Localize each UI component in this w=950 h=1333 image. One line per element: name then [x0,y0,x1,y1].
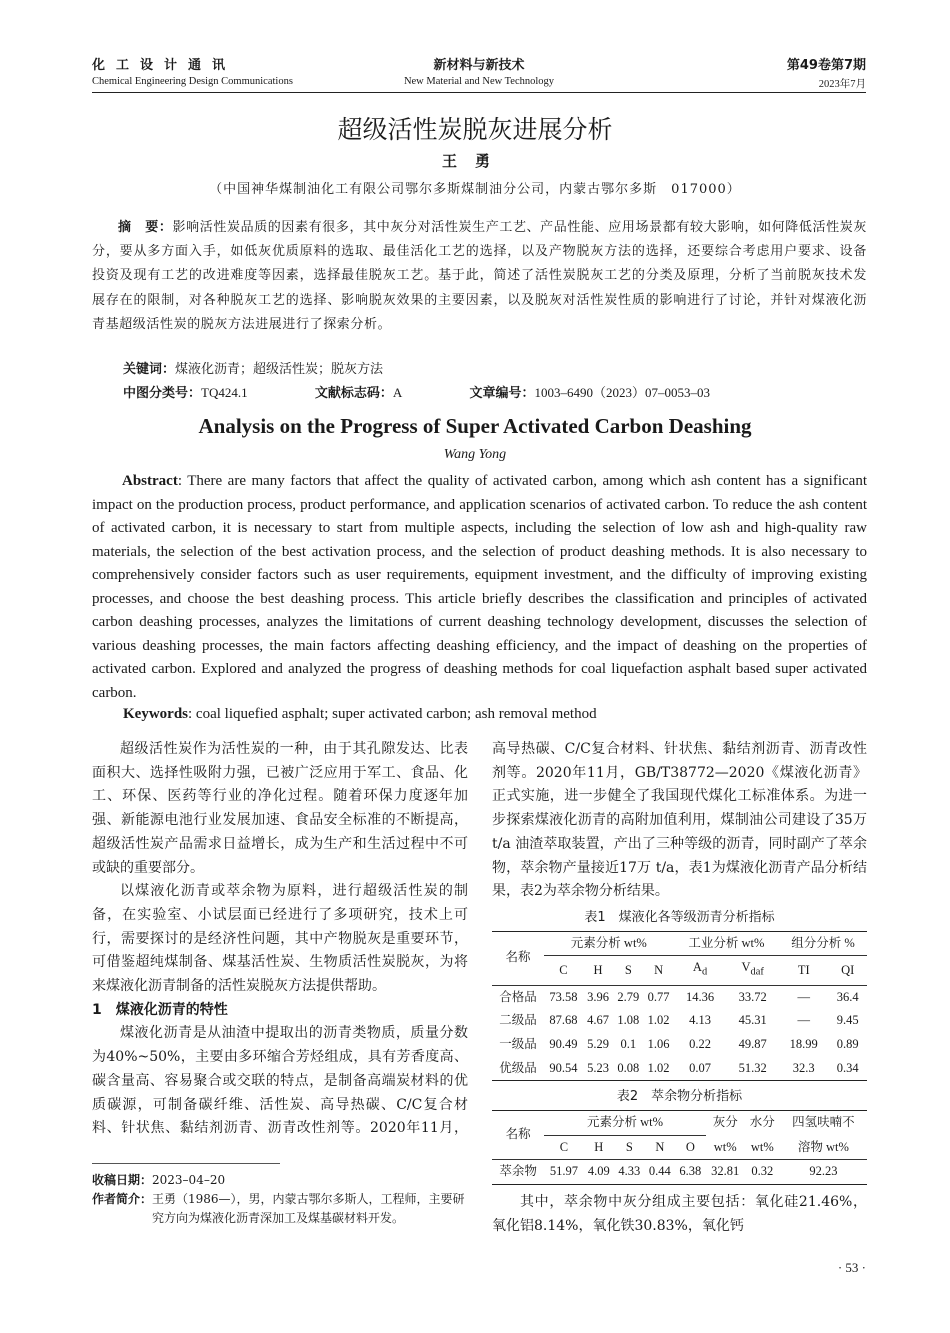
table1-sub-v: V [741,960,751,975]
table1-sub-s: S [624,962,632,977]
table1-header-elem: 元素分析 wt% [544,931,674,956]
header-section [92,54,866,87]
table2-header-water: 水分 [749,1115,775,1130]
page-number: · 53 · [837,1260,866,1275]
table2-sub-o: O [685,1139,695,1154]
table-cell: 1.02 [647,1060,670,1075]
table-cell: 18.99 [789,1036,818,1051]
table-cell: 合格品 [499,989,537,1004]
table-cell: 4.09 [587,1164,610,1179]
doc-code-value: A [392,385,403,400]
section-heading: 1 煤液化沥青的特性 [92,1001,228,1018]
received-label: 收稿日期： [92,1173,153,1187]
table-cell: — [797,1013,810,1028]
doc-code [315,385,434,400]
table2-header-thf: 四氢呋喃不 [792,1115,855,1130]
keywords-en-text: : coal liquefied asphalt; super activated carbon; ash removal method [188,706,597,722]
doc-code-label: 文献标志码： [314,386,393,401]
table-cell: 0.34 [836,1060,859,1075]
bio-text: 王勇（1986—），男，内蒙古鄂尔多斯人，工程师，主要研究方向为煤液化沥青深加工及煤基碳材料开发。 [152,1192,465,1225]
table-cell: 32.3 [792,1060,815,1075]
author-name-en: Wang Yong [443,447,507,462]
table-cell: 0.08 [617,1060,640,1075]
table-cell: 45.31 [738,1013,767,1028]
table-cell: 92.23 [809,1164,838,1179]
table-cell: 优级品 [499,1060,537,1075]
table1-caption: 表1 煤液化各等级沥青分析指标 [584,909,775,925]
footnote-rule [92,1163,280,1164]
section-name-cn: 新材料与新技术 [433,58,525,73]
paper-title-en: Analysis on the Progress of Super Activated Carbon Deashing [198,414,752,438]
clc-value: TQ424.1 [201,385,248,400]
keywords-cn [123,358,383,377]
body-paragraph-continued: 高导热碳、C/C复合材料、针状焦、黏结剂沥青、沥青改性剂等。2020年11月，GB/T38772—2020《煤液化沥青》正式实施，进一步健全了我国现代煤化工标准体系。为进一步探索煤液化沥青的高附加值利用，煤制油公司建设了35万 t/a 油渣萃取装置，产出了三种等级的沥青，同时副产了萃余物，萃余物产量接近17万 t/a，表1为煤液化沥青产品分析结果，表2为萃余物分析结果。 [492,741,867,900]
running-header [92,54,866,93]
clc [123,385,280,400]
table-cell: 4.33 [618,1164,641,1179]
table-cell: 36.4 [836,989,859,1004]
section-name-en: New Material and New Technology [403,76,555,87]
table1-header-industrial: 工业分析 wt% [674,931,779,956]
table-cell: 3.96 [587,989,609,1004]
table-cell: 1.06 [647,1036,670,1051]
table1-header-name: 名称 [492,931,544,985]
table-cell: 32.81 [711,1164,740,1179]
table-cell: 90.49 [549,1036,578,1051]
table-cell: 33.72 [738,989,767,1004]
bio-label: 作者简介： [92,1192,153,1206]
journal-name-cn: 化工设计通讯 [92,58,237,73]
keywords-cn-text: 煤液化沥青；超级活性炭；脱灰方法 [175,362,384,377]
table1 [492,931,867,1082]
table1-sub-a: A [692,960,702,975]
abstract-en-label: Abstract [122,473,178,489]
body-right-column [492,738,867,1239]
author-name: 王勇 [441,152,508,170]
table-cell: 0.07 [689,1060,711,1075]
table-row [492,985,867,1009]
body-paragraph: 超级活性炭作为活性炭的一种，由于其孔隙发达、比表面积大、选择性吸附力强，已被广泛应用于军工、食品、化工、环保、医药等行业的净化过程。随着环保力度逐年加强、新能源电池行业发展加速、食品安全标准的不断提高，超级活性炭产品需求日益增长，成为生产和生活过程中不可或缺的重要部分。 [92,741,468,876]
table2-sub-c: C [559,1139,569,1154]
received-date: 2023–04–20 [152,1173,226,1187]
table1-sub-h: H [593,962,603,977]
abstract-en [92,470,867,705]
table-cell: 0.77 [647,989,670,1004]
table1-sub-qi: QI [841,962,855,977]
table2-sub-s: S [625,1139,633,1154]
table-cell: 87.68 [549,1013,578,1028]
table1-header-group: 组分分析 % [779,931,867,956]
table1-sub-ti: TI [797,962,810,977]
table-cell: 0.22 [689,1036,711,1051]
table-row [492,1033,867,1057]
table-cell: 1.08 [617,1013,640,1028]
table-row [492,1057,867,1081]
table-cell: 二级品 [499,1013,537,1028]
table-cell: 9.45 [836,1013,859,1028]
keywords-en [123,706,597,723]
body-paragraph: 以煤液化沥青或萃余物为原料，进行超级活性炭的制备，在实验室、小试层面已经进行了多项研究，技术上可行，需要探讨的是经济性问题，其中产物脱灰是重要环节，可借鉴超纯煤制备、煤基活性炭、生物质活性炭脱灰，为将来煤液化沥青制备的活性炭脱灰方法提供帮助。 [92,883,468,995]
table2-sub-n: N [655,1139,665,1154]
table2-caption: 表2 萃余物分析指标 [616,1089,743,1105]
table2-sub-thf-unit: 溶物 wt% [797,1139,849,1154]
body-left-column [92,738,468,1139]
table-cell: 14.36 [685,989,715,1004]
table-cell: 0.89 [836,1036,859,1051]
table-cell: 73.58 [549,989,578,1004]
volume-issue: 第49卷第7期 [786,58,866,73]
table2-header-elem: 元素分析 wt% [544,1111,705,1136]
footnote-received [92,1171,474,1190]
table1-sub-c: C [559,962,568,977]
abstract-en-text: : There are many factors that affect the quality of activated carbon, among which ash content has a significant impact on the production process, product performance, and application scenarios of activated carbon. To reduce the ash content of activated carbon, it is necessary to start from multiple aspects, including the selection of low ash and high-quality raw materials, the selection of the best activation process, and the selection of product deashing methods. It is also necessary to comprehensively consider factors such as user requirements, equipment investment, and the difficulty of improving existing processes, and choose the best deashing process. This article briefly describes the classification and principles of activated carbon deashing processes, analyzes the limitations of current deashing technology development, discusses the selection of various deashing processes, the main factors affecting deashing efficiency, and the impact of deashing on the properties of activated carbon. Explored and analyzed the progress of deashing methods for coal liquefaction asphalt based super activated carbon. [92,473,867,701]
table-cell: 51.32 [738,1060,767,1075]
article-number [470,385,743,400]
paper-title: 超级活性炭脱灰进展分析 [337,115,613,144]
keywords-cn-label: 关键词： [123,362,176,377]
abstract-cn [92,216,867,337]
table2-sub-water-unit: wt% [750,1139,774,1154]
keywords-en-label: Keywords [123,706,188,722]
table-cell: 4.13 [689,1013,711,1028]
table-cell: 萃余物 [499,1164,537,1179]
table-cell: 5.29 [587,1036,609,1051]
table-cell: 51.97 [549,1164,578,1179]
table-cell: 4.67 [587,1013,609,1028]
issue-date: 2023年7月 [818,79,866,90]
table2-header-ash: 灰分 [712,1115,738,1130]
table2-sub-ash-unit: wt% [713,1139,737,1154]
classification-line [123,382,774,401]
article-number-value: 1003–6490（2023）07–0053–03 [534,385,711,400]
table-cell: — [797,989,810,1004]
table-row [492,1009,867,1033]
table1-sub-vdaf [726,956,779,985]
article-number-label: 文章编号： [469,386,535,401]
table-cell: 0.44 [648,1164,671,1179]
table-cell: 0.1 [620,1036,637,1051]
table-cell: 一级品 [499,1036,537,1051]
table2-header-name: 名称 [492,1111,544,1160]
table-cell: 90.54 [549,1060,578,1075]
table2-sub-h: H [594,1139,604,1154]
journal-name-en: Chemical Engineering Design Communications [92,76,293,87]
body-paragraph: 其中，萃余物中灰分组成主要包括：氧化硅21.46%，氧化铝8.14%，氧化铁30.83%，氧化钙 [492,1194,867,1234]
body-paragraph: 煤液化沥青是从油渣中提取出的沥青类物质，质量分数为40%~50%，主要由多环缩合芳烃组成，具有芳香度高、碳含量高、容易聚合或交联的特点，是制备高端炭材料的优质碳源，可制备碳纤维、活性炭、高导热碳、C/C复合材料、针状焦、黏结剂沥青、沥青改性剂等。2020年11月， [92,1025,468,1137]
table-row [492,1160,867,1185]
abstract-cn-label: 摘 要： [118,220,173,235]
table1-sub-d: d [701,966,708,978]
affiliation: （中国神华煤制油化工有限公司鄂尔多斯煤制油分公司，内蒙古鄂尔多斯 017000） [209,182,741,197]
table-cell: 49.87 [738,1036,767,1051]
table1-sub-n: N [654,962,664,977]
footnote-bio [92,1190,474,1228]
table1-sub-ad [674,956,727,985]
table2 [492,1110,867,1185]
table-cell: 0.32 [751,1164,774,1179]
header-issue [787,54,866,91]
table-cell: 2.79 [617,989,640,1004]
table-cell: 1.02 [647,1013,670,1028]
abstract-cn-text: 影响活性炭品质的因素有很多，其中灰分对活性炭生产工艺、产品性能、应用场景都有较大影响，如何降低活性炭灰分，要从多方面入手，如低灰优质原料的选取、最佳活化工艺的选择，以及产物脱灰方法的选择，还要综合考虑用户要求、设备投资及现有工艺的改进难度等因素，选择最佳脱灰工艺。基于此，简述了活性炭脱灰工艺的分类及原理，分析了当前脱灰技术发展存在的限制，对各种脱灰工艺的选择、影响脱灰效果的主要因素，以及脱灰对活性炭性质的影响进行了讨论，并针对煤液化沥青基超级活性炭的脱灰方法进展进行了探索分析。 [92,220,867,332]
table-cell: 5.23 [587,1060,609,1075]
table1-sub-daf: daf [750,966,764,978]
clc-label: 中图分类号： [123,386,202,401]
table-cell: 6.38 [679,1164,702,1179]
